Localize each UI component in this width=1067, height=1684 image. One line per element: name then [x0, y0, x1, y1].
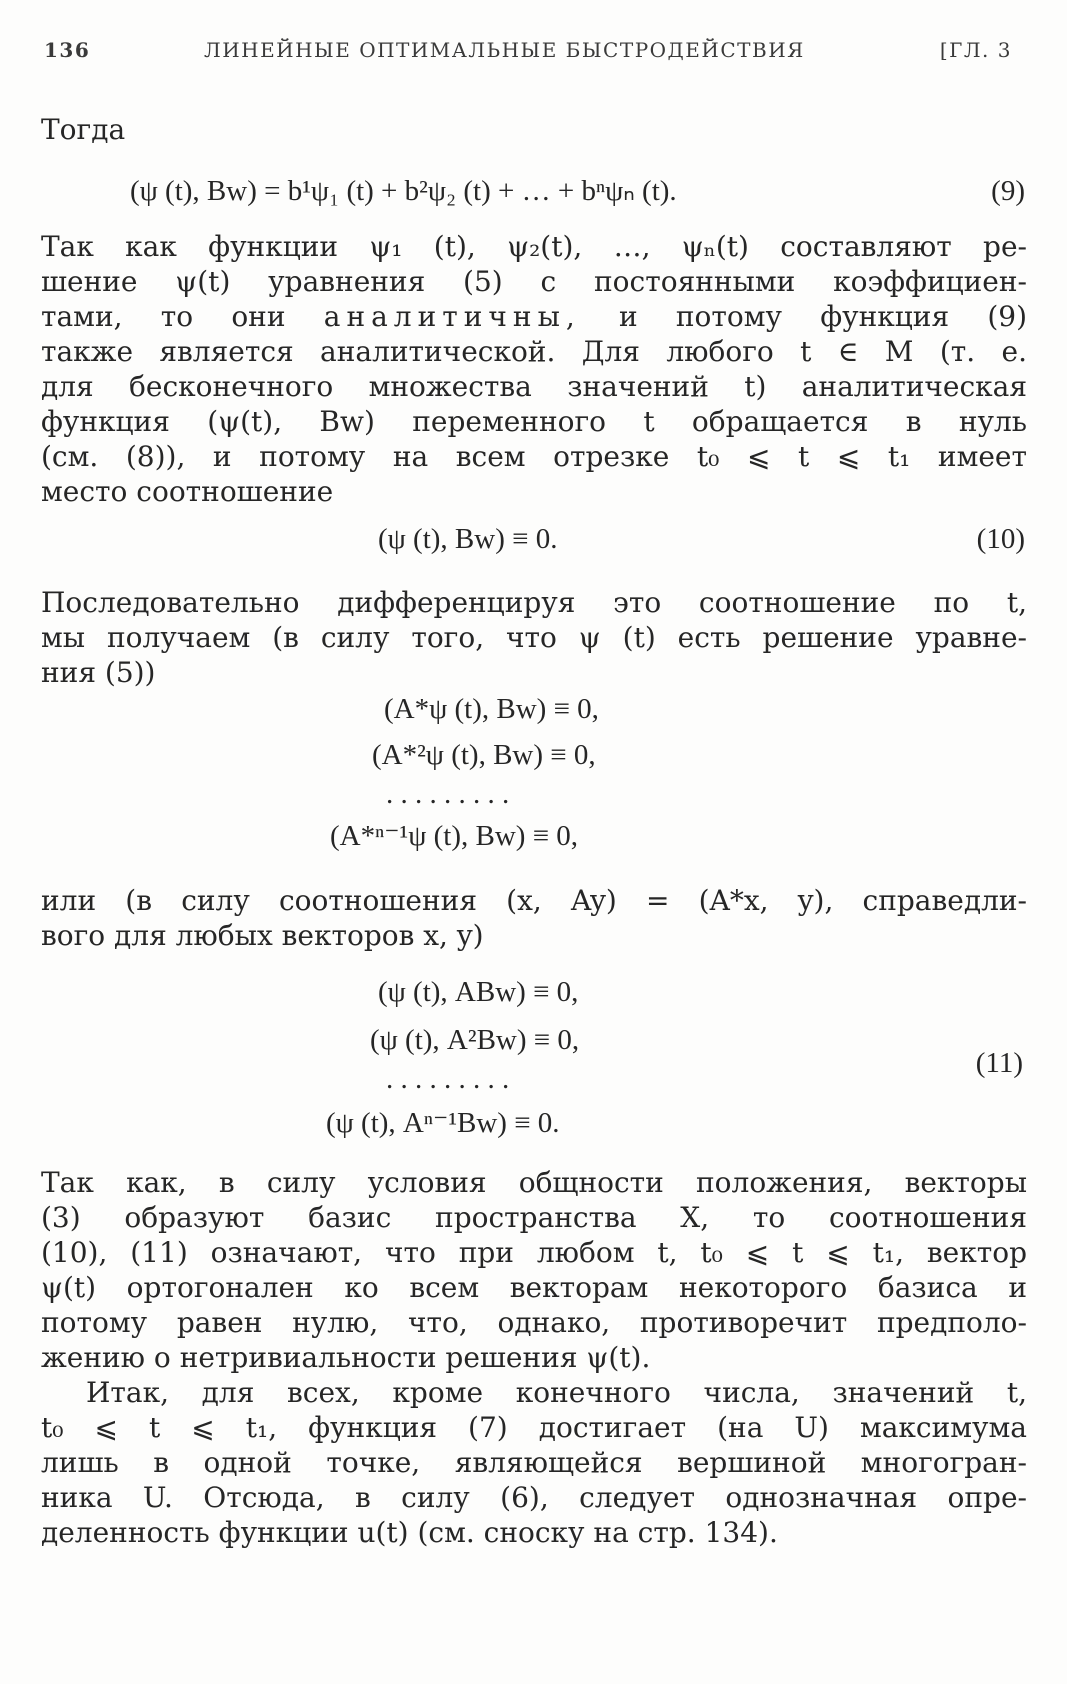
- text-line: функция (ψ(t), Bw) переменного t обращается в нуль: [41, 405, 1027, 438]
- text-line: или (в силу соотношения (x, Ay) = (A*x, y), справедли-: [41, 884, 1027, 917]
- text-line: жению о нетривиальности решения ψ(t).: [41, 1341, 651, 1374]
- text-line: Так как функции ψ₁ (t), ψ₂(t), …, ψₙ(t) составляют ре-: [41, 230, 1027, 263]
- text-line: (10), (11) означают, что при любом t, t₀ ⩽ t ⩽ t₁, вектор: [41, 1236, 1027, 1269]
- equation-row: (ψ (t), A²Bw) ≡ 0,: [370, 1024, 580, 1056]
- text-line: также является аналитической. Для любого t ∈ M (т. е.: [41, 335, 1027, 368]
- text-line: Так как, в силу условия общности положения, векторы: [41, 1166, 1027, 1199]
- equation-row: (A*ψ (t), Bw) ≡ 0,: [384, 693, 599, 725]
- equation-10: (ψ (t), Bw) ≡ 0.: [378, 523, 558, 555]
- equation-dots: . . . . . . . . .: [386, 778, 510, 810]
- text-line: ния (5)): [41, 656, 156, 689]
- text-line: потому равен нулю, что, однако, противоречит предполо-: [41, 1306, 1027, 1339]
- text-line: (см. (8)), и потому на всем отрезке t₀ ⩽ t ⩽ t₁ имеет: [41, 440, 1027, 473]
- equation-dots: . . . . . . . . .: [386, 1063, 510, 1095]
- text-line: ψ(t) ортогонален ко всем векторам некоторого базиса и: [41, 1271, 1027, 1304]
- equation-row: (ψ (t), ABw) ≡ 0,: [378, 976, 579, 1008]
- text-line: t₀ ⩽ t ⩽ t₁, функция (7) достигает (на U) максимума: [41, 1411, 1027, 1444]
- text-line: ника U. Отсюда, в силу (6), следует однозначная опре-: [41, 1481, 1027, 1514]
- chapter-marker: [ГЛ. 3: [939, 38, 1012, 62]
- text-line: мы получаем (в силу того, что ψ (t) есть решение уравне-: [41, 621, 1027, 654]
- text-line: (3) образуют базис пространства X, то соотношения: [41, 1201, 1027, 1234]
- text-segment: и потому функция (9): [619, 300, 1027, 333]
- text-line: место соотношение: [41, 475, 334, 508]
- text-line: лишь в одной точке, являющейся вершиной многогран-: [41, 1446, 1027, 1479]
- emphasized-word: аналитичны,: [323, 300, 581, 333]
- equation-number-9: (9): [991, 175, 1025, 207]
- equation-number-11: (11): [975, 1047, 1023, 1079]
- text-line: для бесконечного множества значений t) аналитическая: [41, 370, 1027, 403]
- equation-row: (A*²ψ (t), Bw) ≡ 0,: [372, 739, 596, 771]
- text-line: [41, 299, 1027, 335]
- text-line: Итак, для всех, кроме конечного числа, значений t,: [86, 1376, 1027, 1409]
- equation-9: (ψ (t), Bw) = b¹ψ₁ (t) + b²ψ₂ (t) + … + bⁿψₙ (t).: [130, 175, 677, 207]
- text-segment: тами, то они: [41, 300, 286, 333]
- text-line: деленность функции u(t) (см. сноску на стр. 134).: [41, 1516, 778, 1549]
- text-line: вого для любых векторов x, y): [41, 919, 484, 952]
- text-line: Последовательно дифференцируя это соотношение по t,: [41, 586, 1027, 619]
- running-header: [44, 38, 1012, 68]
- equation-row: (ψ (t), Aⁿ⁻¹Bw) ≡ 0.: [326, 1107, 560, 1139]
- text-line: шение ψ(t) уравнения (5) с постоянными коэффициен-: [41, 265, 1027, 298]
- page-number: 136: [44, 38, 91, 62]
- equation-number-10: (10): [976, 523, 1025, 555]
- text-line: Тогда: [41, 113, 126, 146]
- running-title: ЛИНЕЙНЫЕ ОПТИМАЛЬНЫЕ БЫСТРОДЕЙСТВИЯ: [204, 38, 805, 62]
- equation-row: (A*ⁿ⁻¹ψ (t), Bw) ≡ 0,: [330, 820, 579, 852]
